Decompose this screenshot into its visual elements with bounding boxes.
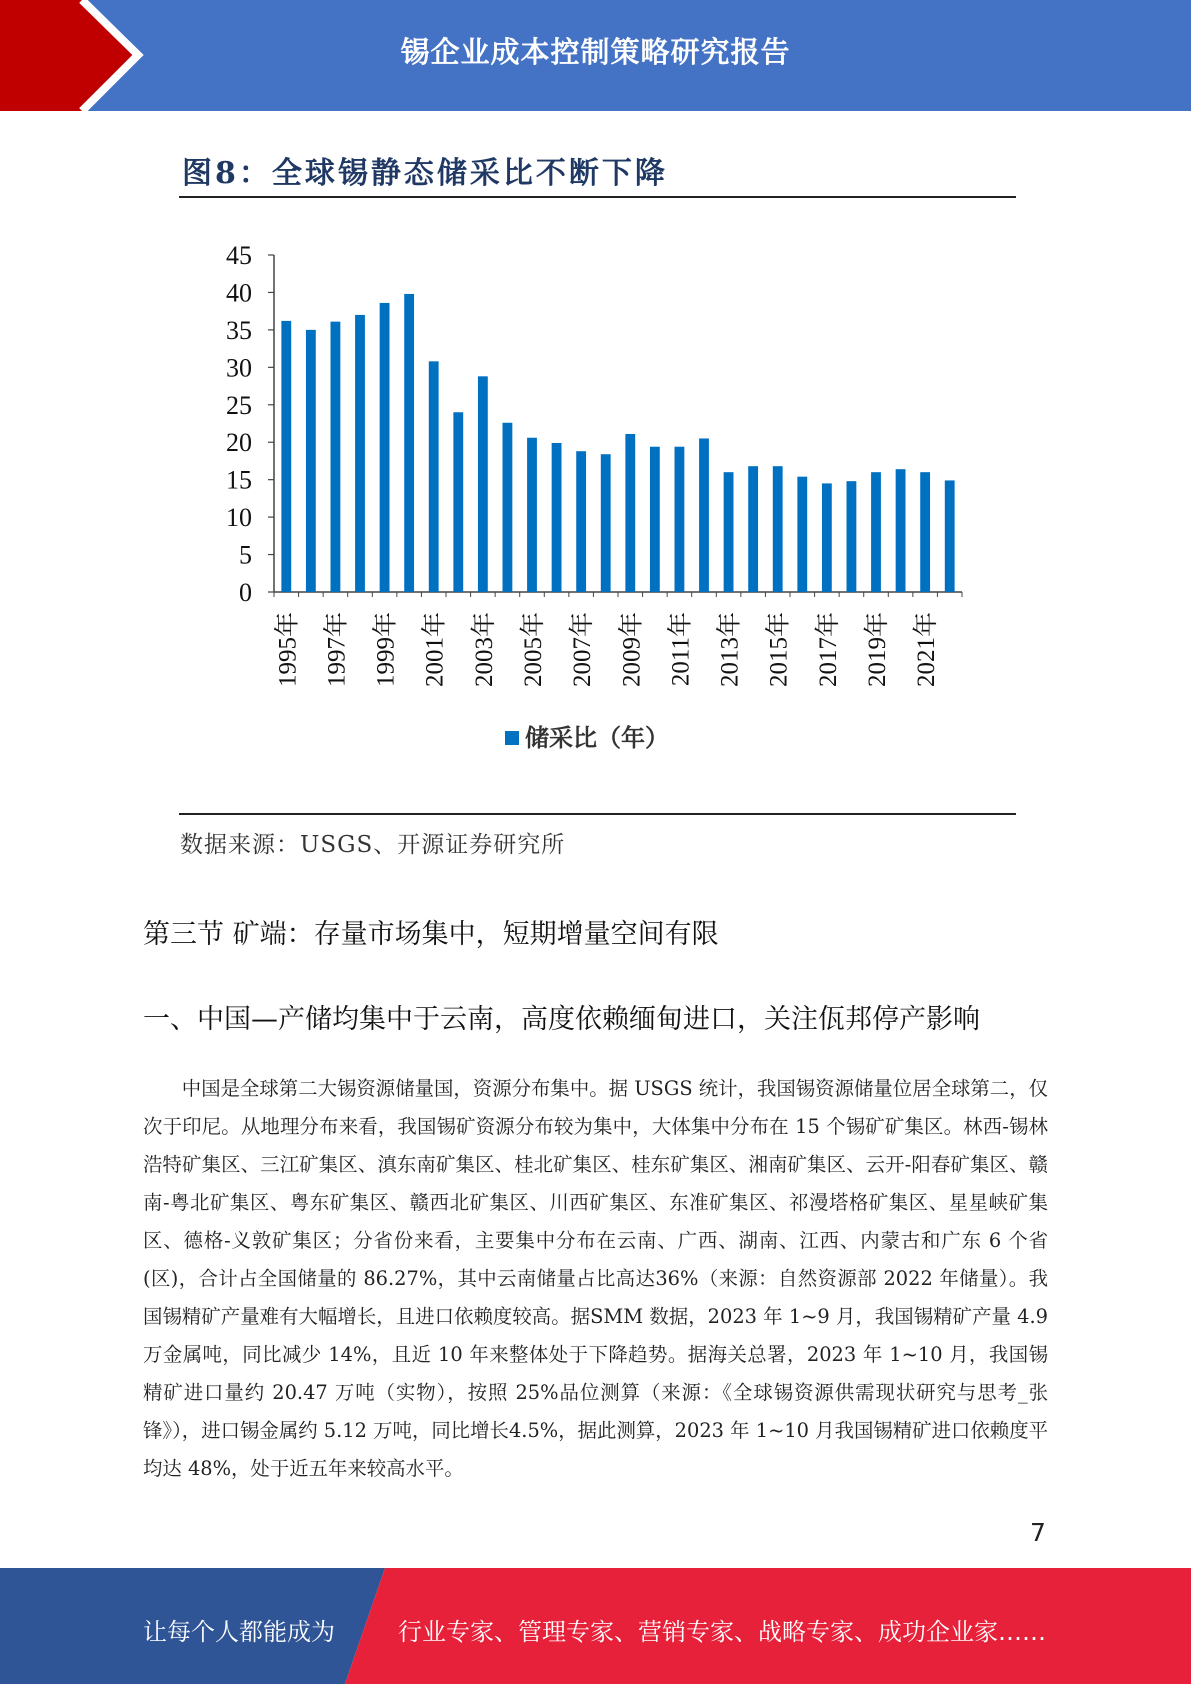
figure-top-rule — [179, 196, 1016, 198]
bar-2010 — [650, 447, 660, 592]
page-number: 7 — [1030, 1518, 1046, 1547]
bar-2011 — [675, 447, 685, 592]
x-tick-label: 1997年 — [323, 612, 351, 688]
x-tick-label: 2001年 — [421, 612, 449, 688]
footer-banner — [0, 1568, 1191, 1684]
bar-2014 — [748, 466, 758, 592]
bar-2001 — [429, 361, 439, 592]
x-tick-label: 2003年 — [470, 612, 498, 688]
bar-1997 — [331, 322, 341, 592]
bar-2013 — [724, 472, 734, 592]
y-tick-label: 40 — [226, 278, 252, 308]
x-tick-label: 1995年 — [274, 612, 302, 688]
y-tick-label: 30 — [226, 353, 252, 383]
bar-2004 — [503, 423, 513, 592]
x-tick-label: 2021年 — [913, 612, 941, 688]
bar-1996 — [306, 330, 316, 592]
report-title: 锡企业成本控制策略研究报告 — [400, 35, 791, 69]
y-tick-label: 20 — [226, 428, 252, 458]
bar-2022 — [945, 480, 955, 592]
bar-2020 — [896, 469, 906, 592]
bar-2018 — [847, 481, 857, 592]
x-tick-label: 2011年 — [667, 612, 695, 687]
bar-2016 — [797, 477, 807, 592]
y-tick-label: 0 — [239, 578, 252, 607]
y-tick-label: 10 — [226, 503, 252, 533]
bar-2009 — [625, 434, 635, 592]
legend-label: 储采比（年） — [525, 723, 669, 752]
bar-2005 — [527, 438, 537, 592]
y-tick-label: 45 — [226, 241, 252, 270]
x-tick-label: 2007年 — [569, 612, 597, 688]
bar-2015 — [773, 466, 783, 592]
section-heading: 第三节 矿端：存量市场集中，短期增量空间有限 — [143, 919, 719, 950]
x-tick-label: 2019年 — [864, 612, 891, 688]
header-banner — [0, 0, 1191, 111]
x-tick-label: 2013年 — [716, 612, 744, 688]
body-paragraph: 中国是全球第二大锡资源储量国，资源分布集中。据 USGS 统计，我国锡资源储量位居全球第二，仅次于印尼。从地理分布来看，我国锡矿资源分布较为集中，大体集中分布在 15 个锡矿矿集区。林西-锡林浩特矿集区、三江矿集区、滇东南矿集区、桂北矿集区、桂东矿集区、湘南矿集区、云开-阳春矿集区、赣南-粤北矿集区、粤东矿集区、赣西北矿集区、川西矿集区、东准矿集区、祁漫塔格矿集区、星星峡矿集区、德格-义敦矿集区；分省份来看，主要集中分布在云南、广西、湖南、江西、内蒙古和广东 6 个省(区)，合计占全国储量的 86.27%，其中云南储量占比高达36%（来源：自然资源部 2022 年储量）。我国锡精矿产量难有大幅增长，且进口依赖度较高。据SMM 数据，2023 年 1~9 月，我国锡精矿产量 4.9 万金属吨，同比减少 14%，且近 10 年来整体处于下降趋势。据海关总署，2023 年 1~10 月，我国锡精矿进口量约 20.47 万吨（实物），按照 25%品位测算（来源：《全球锡资源供需现状研究与思考_张锋》），进口锡金属约 5.12 万吨，同比增长4.5%，据此测算，2023 年 1~10 月我国锡精矿进口依赖度平均达 48%，处于近五年来较高水平。 — [143, 1077, 1048, 1480]
footer-slogan-left: 让每个人都能成为 — [143, 1618, 335, 1646]
bar-2019 — [871, 472, 881, 592]
bar-2006 — [552, 443, 562, 592]
bar-2003 — [478, 376, 488, 592]
footer-slogan-right: 行业专家、管理专家、营销专家、战略专家、成功企业家…… — [398, 1618, 1046, 1646]
y-tick-label: 15 — [226, 465, 252, 495]
y-tick-label: 5 — [239, 540, 252, 570]
bar-1998 — [355, 315, 365, 592]
bar-2007 — [576, 451, 586, 592]
figure-title: 图8：全球锡静态储采比不断下降 — [182, 156, 668, 191]
figure-source: 数据来源：USGS、开源证券研究所 — [180, 832, 566, 858]
bar-2017 — [822, 483, 832, 592]
legend-swatch — [505, 731, 519, 745]
y-tick-label: 35 — [226, 315, 252, 345]
y-tick-label: 25 — [226, 390, 252, 420]
bar-2002 — [453, 412, 463, 592]
bar-1999 — [380, 303, 390, 592]
bar-2008 — [601, 454, 611, 592]
bar-2012 — [699, 438, 709, 592]
x-tick-label: 2017年 — [814, 612, 842, 688]
subsection-heading: 一、中国—产储均集中于云南，高度依赖缅甸进口，关注佤邦停产影响 — [143, 1004, 980, 1035]
bar-1995 — [281, 321, 291, 592]
bar-2000 — [404, 294, 414, 592]
bar-2021 — [920, 472, 930, 592]
figure-bottom-rule — [179, 813, 1016, 815]
x-tick-label: 2005年 — [520, 612, 547, 688]
x-tick-label: 2009年 — [618, 612, 646, 688]
x-tick-label: 1999年 — [372, 612, 400, 688]
reserve-production-ratio-chart — [200, 230, 980, 770]
x-tick-label: 2015年 — [765, 612, 793, 688]
